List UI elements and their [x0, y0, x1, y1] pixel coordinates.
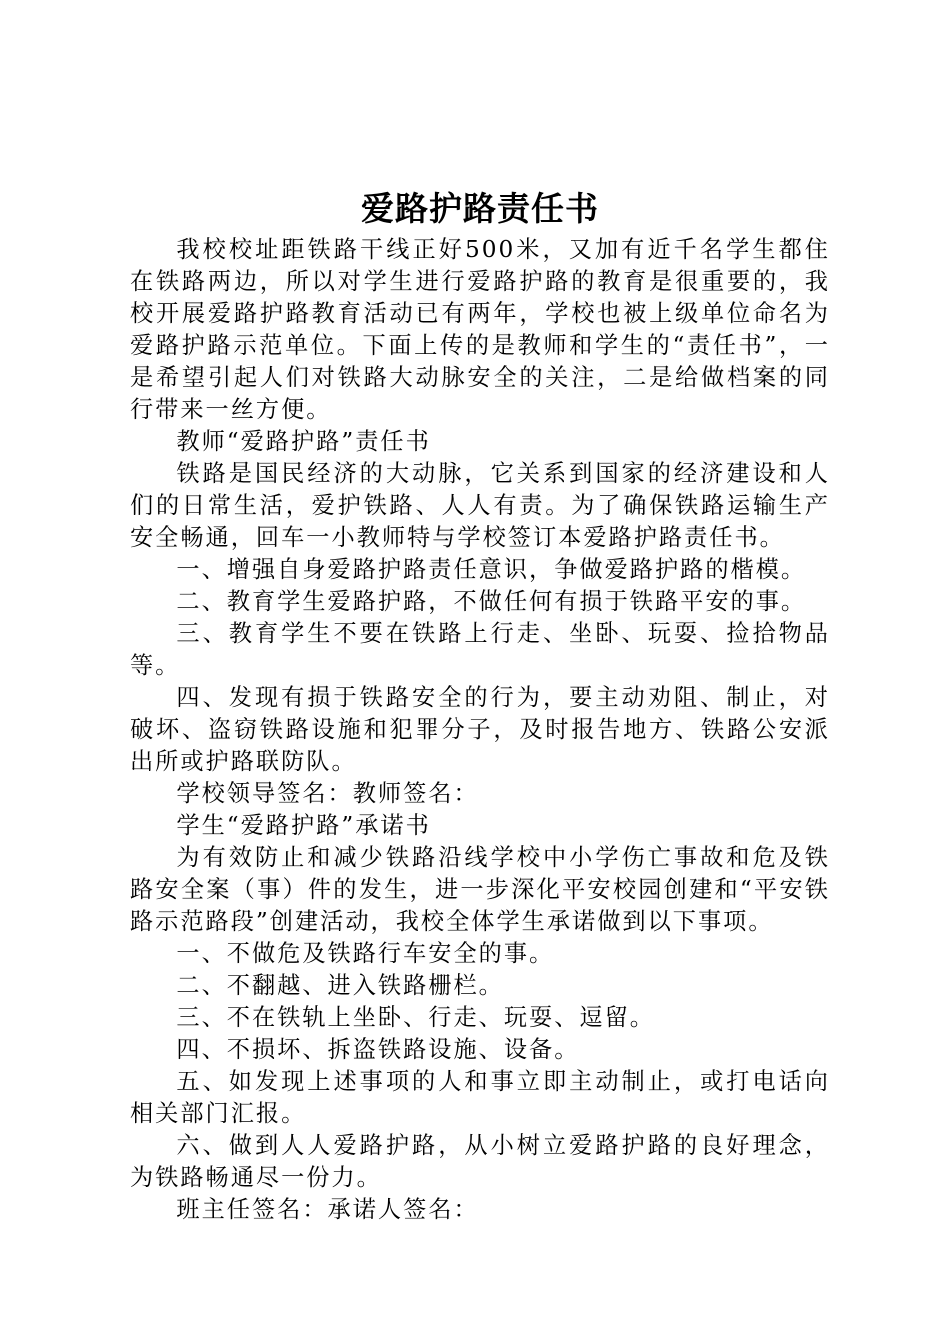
- student-signature-line: 班主任签名：承诺人签名：: [176, 1196, 479, 1223]
- teacher-pledge-item-3: 三、教育学生不要在铁路上行走、坐卧、玩耍、捡拾物品等。: [130, 620, 830, 679]
- student-pledge-preamble: 为有效防止和减少铁路沿线学校中小学伤亡事故和危及铁路安全案（事）件的发生，进一步深化平安校园创建和“平安铁路示范路段”创建活动，我校全体学生承诺做到以下事项。: [130, 844, 830, 935]
- student-pledge-item-1: 一、不做危及铁路行车安全的事。: [176, 940, 555, 967]
- student-pledge-heading: 学生“爱路护路”承诺书: [176, 812, 431, 839]
- intro-paragraph: 我校校址距铁路干线正好500米，又加有近千名学生都住在铁路两边，所以对学生进行爱路护路的教育是很重要的，我校开展爱路护路教育活动已有两年，学校也被上级单位命名为爱路护路示范单位。下面上传的是教师和学生的“责任书”，一是希望引起人们对铁路大动脉安全的关注，二是给做档案的同行带来一丝方便。: [130, 236, 830, 423]
- document-body: [130, 234, 830, 1226]
- document-title: 爱路护路责任书: [361, 189, 599, 228]
- student-pledge-item-2: 二、不翻越、进入铁路栅栏。: [176, 972, 504, 999]
- teacher-pledge-item-2: 二、教育学生爱路护路，不做任何有损于铁路平安的事。: [176, 588, 807, 615]
- teacher-signature-line: 学校领导签名：教师签名：: [176, 780, 479, 807]
- teacher-pledge-item-1: 一、增强自身爱路护路责任意识，争做爱路护路的楷模。: [176, 556, 807, 583]
- student-pledge-item-5: 五、如发现上述事项的人和事立即主动制止，或打电话向相关部门汇报。: [130, 1068, 830, 1127]
- teacher-pledge-preamble: 铁路是国民经济的大动脉，它关系到国家的经济建设和人们的日常生活，爱护铁路、人人有责。为了确保铁路运输生产安全畅通，回车一小教师特与学校签订本爱路护路责任书。: [130, 460, 830, 551]
- teacher-pledge-item-4: 四、发现有损于铁路安全的行为，要主动劝阻、制止，对破坏、盗窃铁路设施和犯罪分子，及时报告地方、铁路公安派出所或护路联防队。: [130, 684, 830, 775]
- student-pledge-item-6: 六、做到人人爱路护路，从小树立爱路护路的良好理念，为铁路畅通尽一份力。: [130, 1132, 830, 1191]
- teacher-pledge-heading: 教师“爱路护路”责任书: [176, 428, 431, 455]
- student-pledge-item-3: 三、不在铁轨上坐卧、行走、玩耍、逗留。: [176, 1004, 655, 1031]
- student-pledge-item-4: 四、不损坏、拆盗铁路设施、设备。: [176, 1036, 580, 1063]
